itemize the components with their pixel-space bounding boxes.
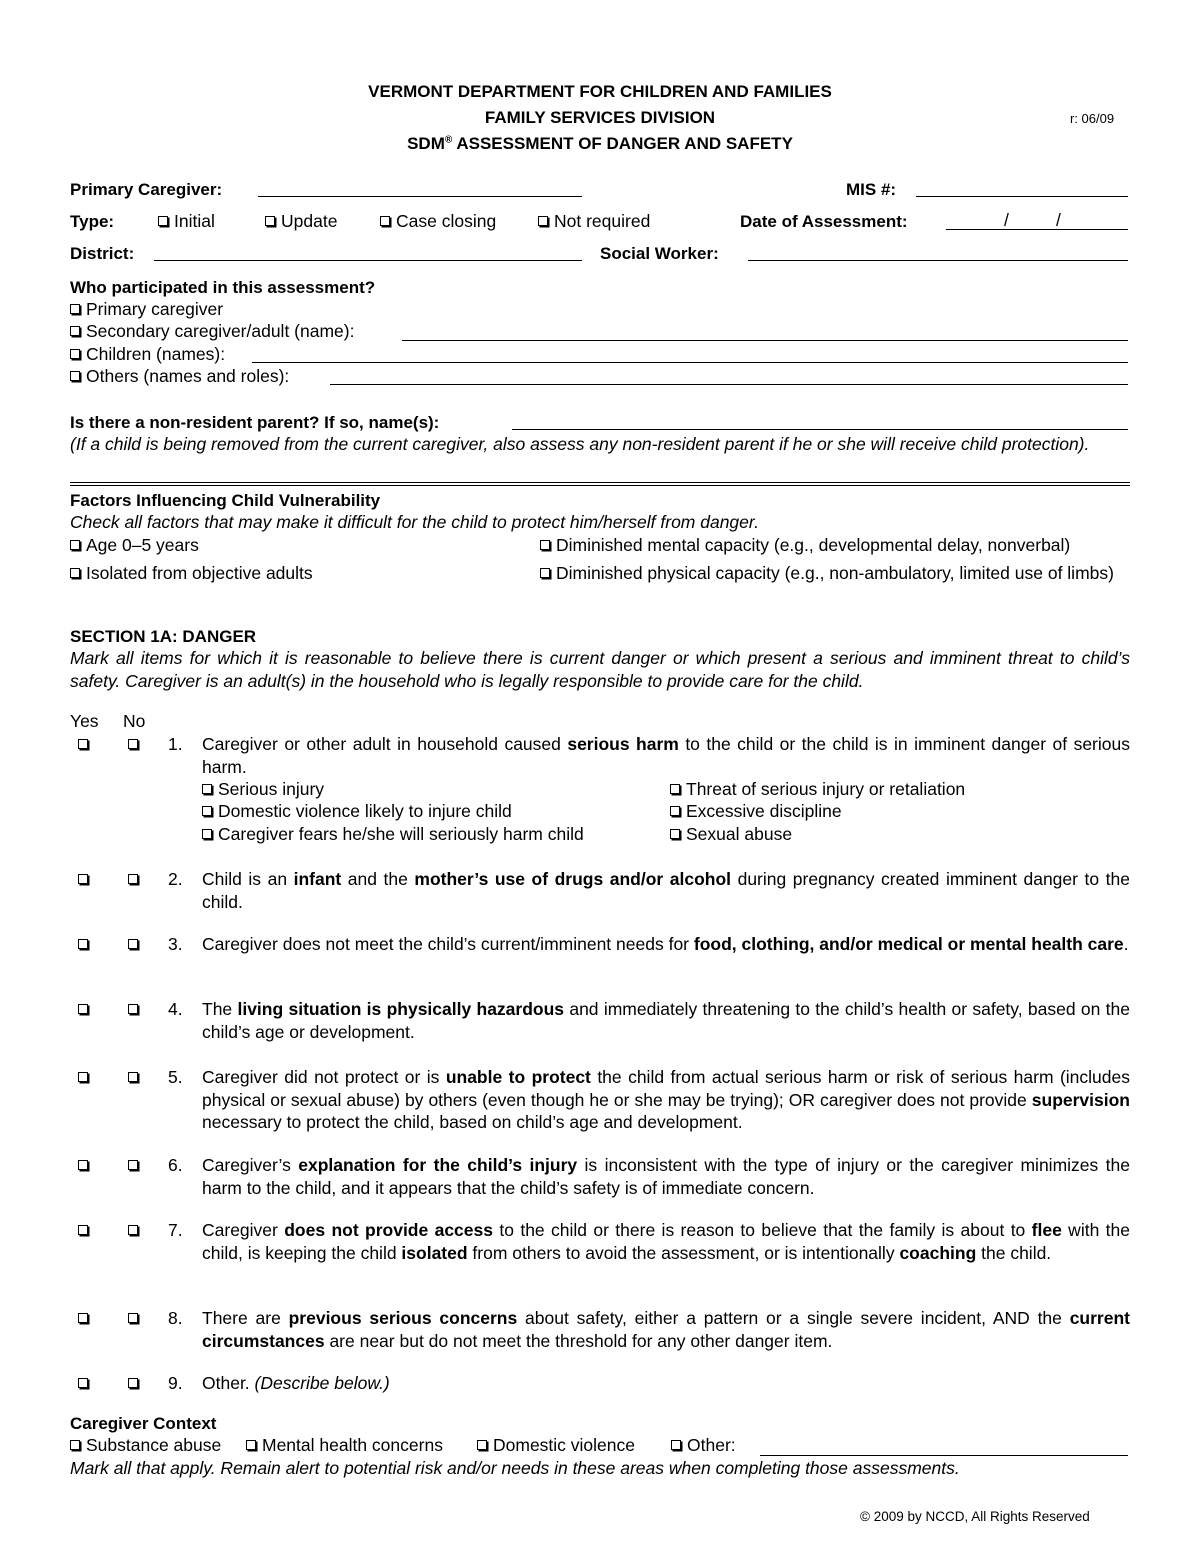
nonresident-note: (If a child is being removed from the current caregiver, also assess any non-resident parent if he or she will receive child protection).: [70, 434, 1090, 454]
yes-checkbox[interactable]: [78, 1313, 88, 1323]
item-text: The living situation is physically hazardous and immediately threatening to the child’s health or safety, based on the child’s age or development.: [202, 999, 1130, 1042]
checkbox[interactable]: [70, 1440, 80, 1450]
header-title-line2: FAMILY SERVICES DIVISION: [484, 108, 716, 127]
checkbox[interactable]: [202, 806, 212, 816]
type-update-option[interactable]: Update: [265, 210, 337, 233]
item-text: Child is an infant and the mother’s use of drugs and/or alcohol during pregnancy created imminent danger to the child.: [202, 869, 1130, 912]
yes-checkbox[interactable]: [78, 1160, 88, 1170]
checkbox[interactable]: [265, 216, 275, 226]
checkbox[interactable]: [670, 806, 680, 816]
item-text: Caregiver does not provide access to the child or there is reason to believe that the family is about to flee with the child, is keeping the child isolated from others to avoid the assessment, or is intentionally coaching the child.: [202, 1220, 1130, 1263]
checkbox[interactable]: [70, 568, 80, 578]
participant-secondary-caregiver[interactable]: Secondary caregiver/adult (name):: [70, 320, 354, 343]
no-checkbox[interactable]: [128, 1004, 138, 1014]
date-of-assessment-field[interactable]: [946, 229, 1128, 230]
item-text: Caregiver or other adult in household caused serious harm to the child or the child is in imminent danger of serious harm.: [202, 734, 1130, 777]
type-case-closing-option[interactable]: Case closing: [380, 210, 496, 233]
primary-caregiver-label: Primary Caregiver:: [70, 180, 223, 199]
section-1a-instruction: Mark all items for which it is reasonable to believe there is current danger or which present a serious and imminent threat to child’s safety. Caregiver is an adult(s) in the household who is legally responsible to provide care for the child.: [70, 648, 1130, 691]
item-number: 1.: [168, 734, 183, 754]
participants-heading: Who participated in this assessment?: [70, 278, 376, 297]
checkbox[interactable]: [670, 784, 680, 794]
revision-label: r: 06/09: [1070, 111, 1115, 126]
sub-item-caregiver-fears[interactable]: Caregiver fears he/she will seriously harm child: [202, 823, 584, 846]
item-number: 3.: [168, 934, 183, 954]
item-text: Caregiver does not meet the child’s current/imminent needs for food, clothing, and/or medical or mental health care.: [202, 934, 1129, 954]
nonresident-question: Is there a non-resident parent? If so, name(s):: [70, 413, 440, 432]
checkbox[interactable]: [70, 304, 80, 314]
item-text: Caregiver did not protect or is unable to protect the child from actual serious harm or risk of serious harm (includes physical or sexual abuse) by others (even though he or she may be trying); OR caregiver does not provide supervision necessary to protect the child, based on child’s age and development.: [202, 1067, 1130, 1132]
item-text: Other. (Describe below.): [202, 1373, 390, 1393]
vulnerability-mental-capacity[interactable]: Diminished mental capacity (e.g., developmental delay, nonverbal): [540, 534, 1070, 557]
context-other-field[interactable]: [760, 1455, 1128, 1456]
section-1a-heading: SECTION 1A: DANGER: [70, 627, 257, 646]
checkbox[interactable]: [70, 540, 80, 550]
yes-checkbox[interactable]: [78, 1225, 88, 1235]
type-not-required-option[interactable]: Not required: [538, 210, 650, 233]
vulnerability-heading: Factors Influencing Child Vulnerability: [70, 491, 381, 510]
section-divider: [70, 482, 1130, 486]
no-checkbox[interactable]: [128, 874, 138, 884]
context-domestic-violence[interactable]: Domestic violence: [477, 1434, 635, 1457]
sub-item-sexual-abuse[interactable]: Sexual abuse: [670, 823, 792, 846]
checkbox[interactable]: [202, 829, 212, 839]
checkbox[interactable]: [246, 1440, 256, 1450]
others-names-field[interactable]: [330, 384, 1128, 385]
checkbox[interactable]: [380, 216, 390, 226]
checkbox[interactable]: [477, 1440, 487, 1450]
no-checkbox[interactable]: [128, 1313, 138, 1323]
district-field[interactable]: [154, 260, 582, 261]
item-text: There are previous serious concerns about safety, either a pattern or a single severe incident, AND the current circumstances are near but do not meet the threshold for any other danger item.: [202, 1308, 1130, 1351]
item-number: 4.: [168, 999, 183, 1019]
checkbox[interactable]: [70, 326, 80, 336]
no-checkbox[interactable]: [128, 1225, 138, 1235]
secondary-caregiver-field[interactable]: [402, 340, 1128, 341]
participant-primary-caregiver[interactable]: Primary caregiver: [70, 298, 223, 321]
sub-item-excessive-discipline[interactable]: Excessive discipline: [670, 800, 842, 823]
vulnerability-isolated[interactable]: Isolated from objective adults: [70, 562, 313, 585]
yes-checkbox[interactable]: [78, 739, 88, 749]
yes-column-header: Yes: [70, 711, 99, 731]
item-number: 9.: [168, 1373, 183, 1393]
mis-label: MIS #:: [846, 180, 897, 199]
type-label: Type:: [70, 212, 115, 231]
participant-others[interactable]: Others (names and roles):: [70, 365, 289, 388]
date-separator: /: [1056, 210, 1061, 230]
no-checkbox[interactable]: [128, 1378, 138, 1388]
item-number: 2.: [168, 869, 183, 889]
context-substance-abuse[interactable]: Substance abuse: [70, 1434, 221, 1457]
item-text: Caregiver’s explanation for the child’s injury is inconsistent with the type of injury or the caregiver minimizes the harm to the child, and it appears that the child’s safety is of immediate concern.: [202, 1155, 1131, 1198]
date-of-assessment-label: Date of Assessment:: [740, 212, 908, 231]
sub-item-serious-injury[interactable]: Serious injury: [202, 778, 324, 801]
checkbox[interactable]: [70, 371, 80, 381]
date-separator: /: [1004, 210, 1009, 230]
participant-children[interactable]: Children (names):: [70, 343, 225, 366]
yes-checkbox[interactable]: [78, 874, 88, 884]
vulnerability-physical-capacity[interactable]: Diminished physical capacity (e.g., non-ambulatory, limited use of limbs): [540, 562, 1150, 585]
item-number: 6.: [168, 1155, 183, 1175]
yes-checkbox[interactable]: [78, 939, 88, 949]
no-checkbox[interactable]: [128, 939, 138, 949]
vulnerability-age[interactable]: Age 0–5 years: [70, 534, 199, 557]
checkbox[interactable]: [540, 568, 550, 578]
checkbox[interactable]: [670, 829, 680, 839]
context-note: Mark all that apply. Remain alert to potential risk and/or needs in these areas when completing those assessments.: [70, 1458, 960, 1478]
header-title-line1: VERMONT DEPARTMENT FOR CHILDREN AND FAMILIES: [368, 82, 832, 101]
no-checkbox[interactable]: [128, 739, 138, 749]
yes-checkbox[interactable]: [78, 1072, 88, 1082]
copyright: © 2009 by NCCD, All Rights Reserved: [860, 1509, 1090, 1524]
mis-field[interactable]: [916, 196, 1128, 197]
checkbox[interactable]: [158, 216, 168, 226]
social-worker-field[interactable]: [748, 260, 1128, 261]
type-initial-option[interactable]: Initial: [158, 210, 215, 233]
no-column-header: No: [123, 711, 146, 731]
vulnerability-instruction: Check all factors that may make it difficult for the child to protect him/herself from danger.: [70, 512, 759, 532]
item-number: 7.: [168, 1220, 183, 1240]
checkbox[interactable]: [540, 540, 550, 550]
checkbox[interactable]: [202, 784, 212, 794]
yes-checkbox[interactable]: [78, 1378, 88, 1388]
item-number: 5.: [168, 1067, 183, 1087]
context-mental-health[interactable]: Mental health concerns: [246, 1434, 443, 1457]
social-worker-label: Social Worker:: [600, 244, 719, 263]
header-title-line3: SDM® ASSESSMENT OF DANGER AND SAFETY: [407, 134, 793, 153]
yes-checkbox[interactable]: [78, 1004, 88, 1014]
checkbox[interactable]: [671, 1440, 681, 1450]
sub-item-domestic-violence[interactable]: Domestic violence likely to injure child: [202, 800, 512, 823]
children-names-field[interactable]: [252, 362, 1128, 363]
caregiver-context-heading: Caregiver Context: [70, 1414, 217, 1433]
primary-caregiver-field[interactable]: [258, 196, 582, 197]
nonresident-names-field[interactable]: [512, 429, 1128, 430]
item-number: 8.: [168, 1308, 183, 1328]
district-label: District:: [70, 244, 135, 263]
checkbox[interactable]: [538, 216, 548, 226]
no-checkbox[interactable]: [128, 1072, 138, 1082]
checkbox[interactable]: [70, 349, 80, 359]
no-checkbox[interactable]: [128, 1160, 138, 1170]
sub-item-threat[interactable]: Threat of serious injury or retaliation: [670, 778, 965, 801]
context-other[interactable]: Other:: [671, 1434, 736, 1457]
